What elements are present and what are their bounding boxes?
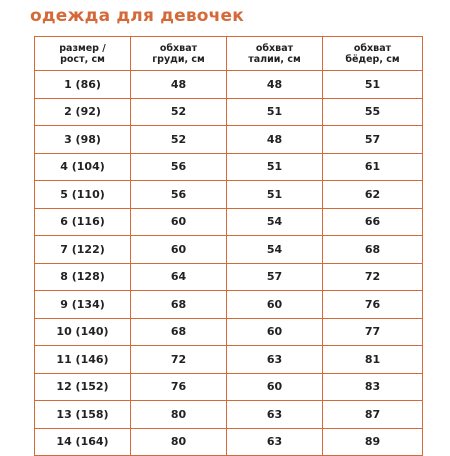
cell-hips: 62 [323, 181, 423, 209]
cell-chest: 72 [131, 346, 227, 374]
header-label-line1: обхват [255, 42, 294, 54]
header-hips [323, 37, 423, 71]
cell-waist: 51 [227, 181, 323, 209]
cell-waist: 63 [227, 401, 323, 429]
size-chart-table [34, 36, 423, 456]
cell-waist: 60 [227, 318, 323, 346]
table-header [35, 37, 423, 71]
header-label-line1: размер / [59, 42, 106, 54]
cell-chest: 68 [131, 318, 227, 346]
cell-hips: 77 [323, 318, 423, 346]
cell-chest: 48 [131, 71, 227, 99]
header-label-line2: рост, см [60, 53, 105, 65]
cell-waist: 63 [227, 346, 323, 374]
cell-size-height: 13 (158) [35, 401, 131, 429]
cell-chest: 60 [131, 236, 227, 264]
header-waist [227, 37, 323, 71]
cell-hips: 87 [323, 401, 423, 429]
table-row [35, 401, 423, 429]
header-chest [131, 37, 227, 71]
cell-hips: 89 [323, 428, 423, 456]
table-row [35, 263, 423, 291]
table-row [35, 181, 423, 209]
table-row [35, 126, 423, 154]
cell-chest: 52 [131, 98, 227, 126]
table-row [35, 153, 423, 181]
table-row [35, 346, 423, 374]
cell-waist: 48 [227, 126, 323, 154]
header-row [35, 37, 423, 71]
cell-chest: 56 [131, 181, 227, 209]
cell-chest: 56 [131, 153, 227, 181]
cell-waist: 54 [227, 236, 323, 264]
table-row [35, 208, 423, 236]
cell-waist: 63 [227, 428, 323, 456]
cell-hips: 57 [323, 126, 423, 154]
cell-size-height: 2 (92) [35, 98, 131, 126]
header-label-line1: обхват [353, 42, 392, 54]
cell-size-height: 14 (164) [35, 428, 131, 456]
cell-hips: 68 [323, 236, 423, 264]
cell-waist: 51 [227, 98, 323, 126]
cell-hips: 83 [323, 373, 423, 401]
cell-chest: 80 [131, 401, 227, 429]
header-label-line2: груди, см [152, 53, 205, 65]
cell-size-height: 8 (128) [35, 263, 131, 291]
cell-size-height: 12 (152) [35, 373, 131, 401]
table-row [35, 318, 423, 346]
header-label-line1: обхват [159, 42, 198, 54]
cell-size-height: 6 (116) [35, 208, 131, 236]
cell-waist: 60 [227, 373, 323, 401]
header-size-height [35, 37, 131, 71]
cell-chest: 76 [131, 373, 227, 401]
cell-size-height: 4 (104) [35, 153, 131, 181]
table-row [35, 98, 423, 126]
cell-hips: 61 [323, 153, 423, 181]
cell-hips: 76 [323, 291, 423, 319]
cell-hips: 72 [323, 263, 423, 291]
table-row [35, 428, 423, 456]
cell-hips: 66 [323, 208, 423, 236]
cell-size-height: 9 (134) [35, 291, 131, 319]
cell-hips: 55 [323, 98, 423, 126]
cell-size-height: 3 (98) [35, 126, 131, 154]
cell-size-height: 11 (146) [35, 346, 131, 374]
page-title: одежда для девочек [30, 6, 245, 26]
cell-size-height: 7 (122) [35, 236, 131, 264]
cell-waist: 57 [227, 263, 323, 291]
cell-hips: 81 [323, 346, 423, 374]
cell-size-height: 1 (86) [35, 71, 131, 99]
cell-chest: 64 [131, 263, 227, 291]
cell-hips: 51 [323, 71, 423, 99]
cell-waist: 48 [227, 71, 323, 99]
header-label-line2: талии, см [248, 53, 301, 65]
cell-chest: 68 [131, 291, 227, 319]
table-row [35, 236, 423, 264]
table-row [35, 71, 423, 99]
cell-chest: 60 [131, 208, 227, 236]
table-body [35, 71, 423, 456]
cell-waist: 51 [227, 153, 323, 181]
cell-waist: 60 [227, 291, 323, 319]
header-label-line2: бёдер, см [345, 53, 400, 65]
table-row [35, 373, 423, 401]
cell-chest: 52 [131, 126, 227, 154]
cell-waist: 54 [227, 208, 323, 236]
table-row [35, 291, 423, 319]
cell-size-height: 10 (140) [35, 318, 131, 346]
cell-size-height: 5 (110) [35, 181, 131, 209]
cell-chest: 80 [131, 428, 227, 456]
